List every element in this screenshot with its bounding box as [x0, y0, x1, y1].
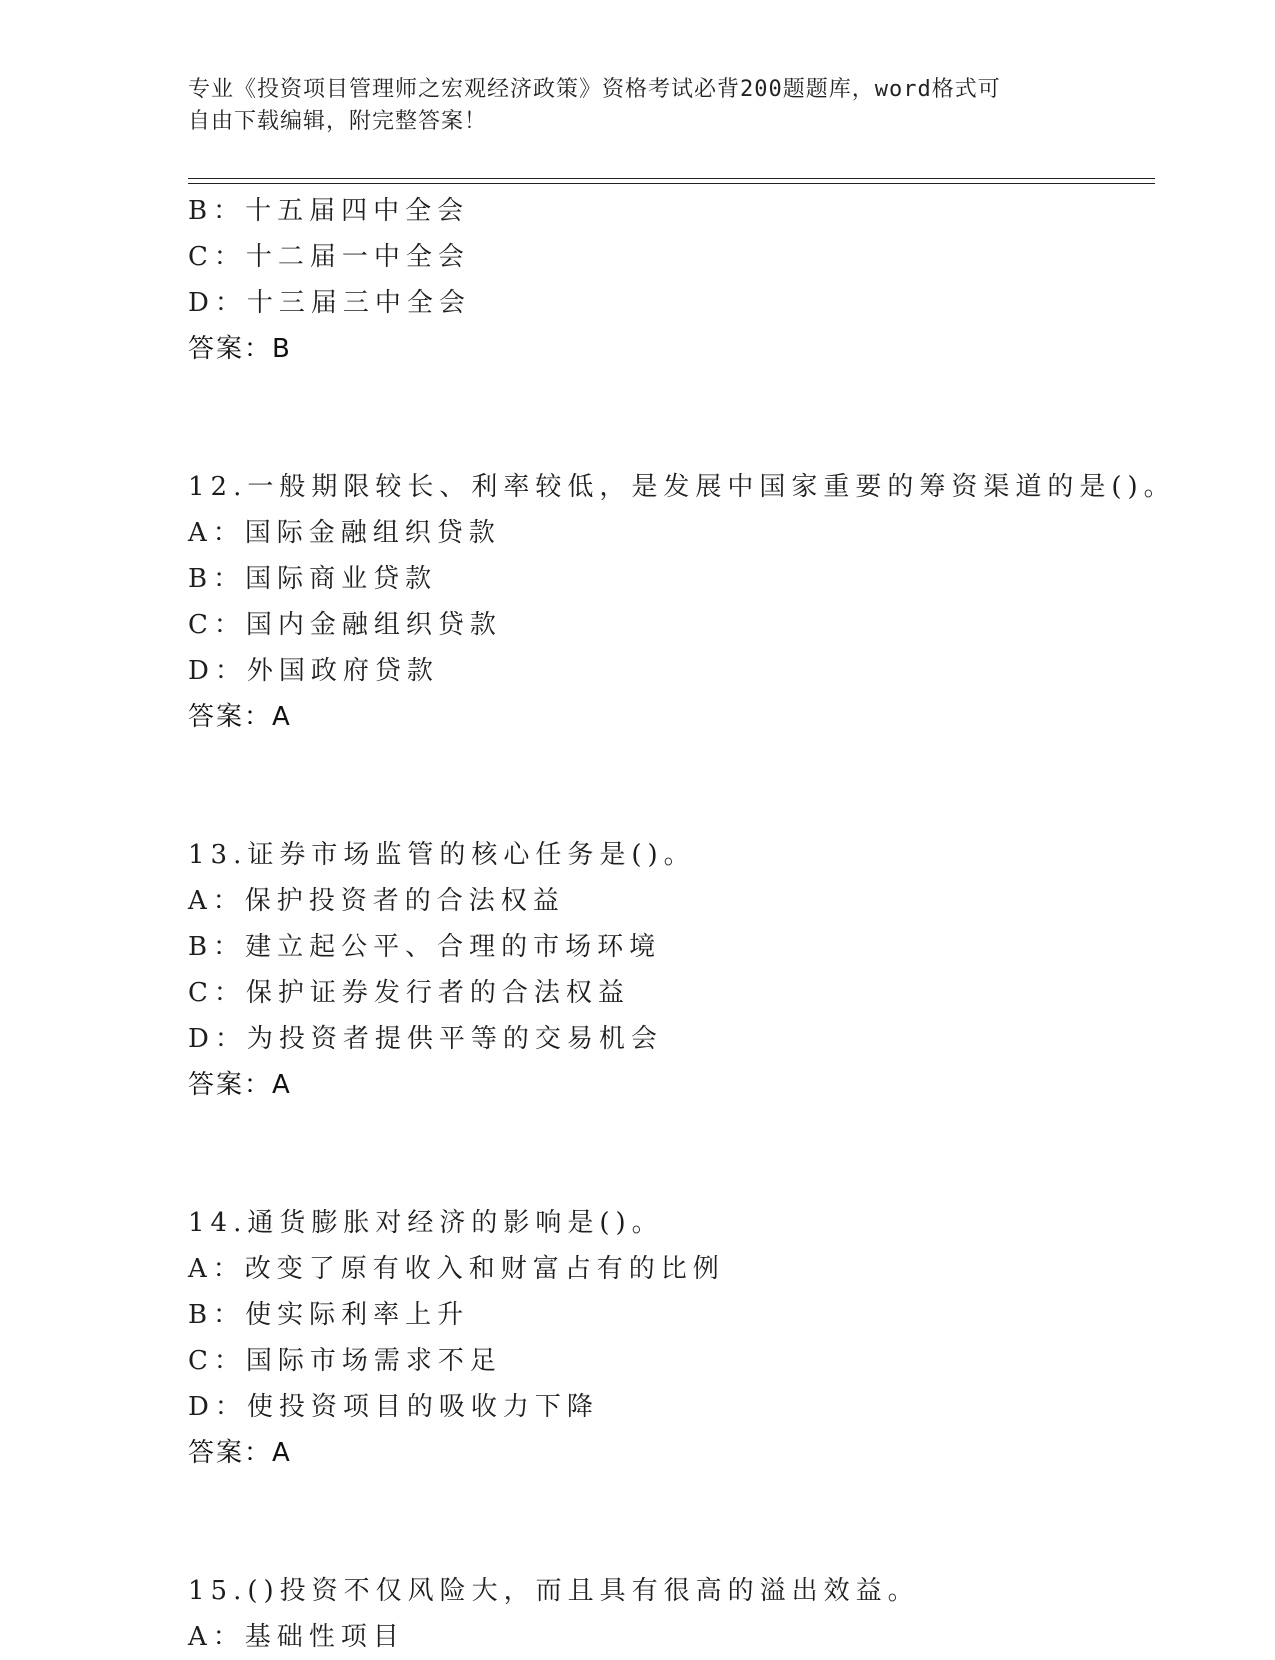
header-divider-top	[188, 178, 1155, 179]
question-list	[188, 188, 1176, 1660]
option-a: A：改变了原有收入和财富占有的比例	[188, 1254, 725, 1284]
option-a: A：国际金融组织贷款	[188, 518, 501, 548]
option-b: B：十五届四中全会	[188, 196, 470, 226]
answer-line: 答案：B	[188, 334, 292, 364]
answer-line: 答案：A	[188, 1070, 292, 1100]
header-line-1: 专业《投资项目管理师之宏观经济政策》资格考试必背200题题库，word格式可	[188, 77, 1001, 102]
option-c: C：国际市场需求不足	[188, 1346, 502, 1376]
header-line-2: 自由下载编辑，附完整答案！	[188, 109, 488, 134]
question-13	[188, 832, 1148, 1108]
header-divider-bottom	[188, 183, 1155, 184]
option-d: D：外国政府贷款	[188, 656, 439, 686]
option-b: B：建立起公平、合理的市场环境	[188, 932, 662, 962]
question-stem: 13.证券市场监管的核心任务是()。	[188, 840, 696, 870]
question-11-partial	[188, 188, 1148, 372]
question-spacer	[188, 740, 1148, 832]
option-d: D：十三届三中全会	[188, 288, 471, 318]
option-b: B：国际商业贷款	[188, 564, 438, 594]
option-c: C：保护证券发行者的合法权益	[188, 978, 630, 1008]
option-d: D：使投资项目的吸收力下降	[188, 1392, 599, 1422]
option-c: C：十二届一中全会	[188, 242, 470, 272]
question-stem: 12.一般期限较长、利率较低，是发展中国家重要的筹资渠道的是()。	[188, 472, 1176, 502]
document-header	[188, 74, 1068, 138]
answer-line: 答案：A	[188, 1438, 292, 1468]
option-a: A：基础性项目	[188, 1622, 405, 1652]
question-14	[188, 1200, 1148, 1476]
question-stem: 14.通货膨胀对经济的影响是()。	[188, 1208, 664, 1238]
question-15	[188, 1568, 1148, 1660]
question-spacer	[188, 1476, 1148, 1568]
option-a: A：保护投资者的合法权益	[188, 886, 565, 916]
question-12	[188, 464, 1176, 740]
option-c: C：国内金融组织贷款	[188, 610, 502, 640]
option-b: B：使实际利率上升	[188, 1300, 470, 1330]
option-d: D：为投资者提供平等的交易机会	[188, 1024, 663, 1054]
question-spacer	[188, 372, 1148, 464]
answer-line: 答案：A	[188, 702, 292, 732]
question-spacer	[188, 1108, 1148, 1200]
question-stem: 15.()投资不仅风险大，而且具有很高的溢出效益。	[188, 1576, 920, 1606]
